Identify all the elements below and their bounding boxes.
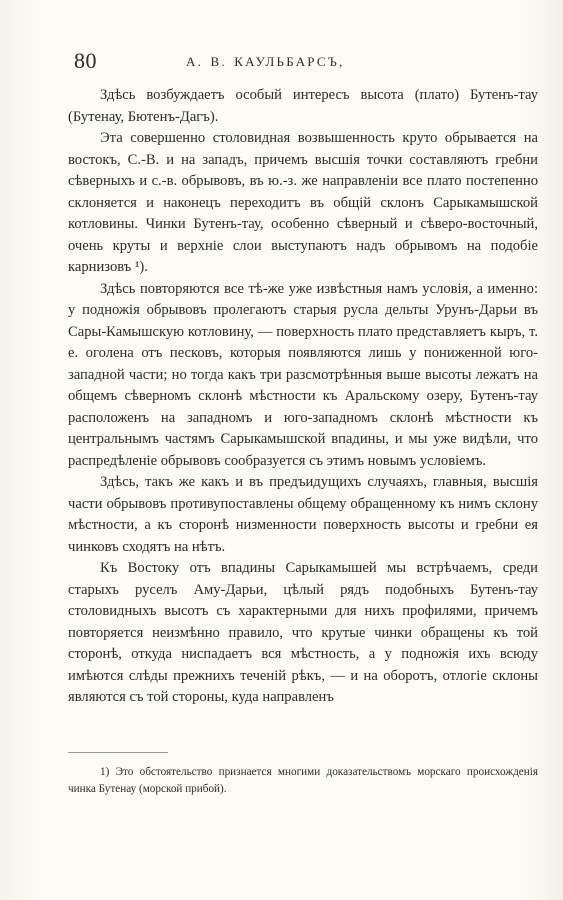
- paragraph: Здѣсь повторяются все тѣ-же уже извѣстныя намъ условія, а именно: у подножія обрывовъ пролегаютъ старыя русла дельты Урунъ-Дарьи въ Сары-Камышскую котловину, — поверхность плато представляетъ кыръ, т. е. оголена отъ песковъ, которыя появляются лишь у пониженной юго-западной части; но тогда какъ три разсмотрѣнныя выше высоты лежатъ на общемъ сѣверномъ склонѣ мѣстности къ Аральскому озеру, Бутенъ-тау расположенъ на западномъ и юго-западномъ склонѣ мѣстности къ центральнымъ частямъ Сарыкамышской впадины, и мы уже видѣли, что распредѣленіе обрывовъ сообразуется съ этимъ новымъ условіемъ.: [68, 280, 538, 469]
- paragraph: Эта совершенно столовидная возвышенность круто обрывается на востокъ, С.-В. и на западъ, причемъ высшія точки составляютъ гребни сѣверныхъ и с.-в. обрывовъ, въ ю.-з. же направленіи все плато постепенно склоняется и наконецъ переходитъ въ общій склонъ Сарыкамышской котловины. Чинки Бутенъ-тау, особенно сѣверный и сѣверо-восточный, очень круты и верхніе слои выступаютъ надъ обрывомъ на подобіе карнизовъ ¹).: [68, 130, 538, 275]
- page-header: [74, 48, 533, 76]
- page-number: 80: [74, 48, 97, 73]
- footnote: [68, 764, 538, 798]
- paragraph: Здѣсь, такъ же какъ и въ предъидущихъ случаяхъ, главныя, высшія части обрывовъ противупоставлены общему обращенному къ нимъ склону мѣстности, а къ сторонѣ низменности поверхность высоты и гребни ея чинковъ сходятъ на нѣтъ.: [68, 474, 538, 555]
- running-head: А. В. КАУЛЬБАРСЪ,: [186, 54, 345, 69]
- footnote-divider: [68, 752, 168, 753]
- paragraph: Къ Востоку отъ впадины Сарыкамышей мы встрѣчаемъ, среди старыхъ руселъ Аму-Дарьи, цѣлый рядъ подобныхъ Бутенъ-тау столовидныхъ высотъ съ характерными для нихъ профилями, причемъ повторяется неизмѣнно правило, что крутые чинки обращены къ той сторонѣ, откуда ниспадаетъ вся мѣстность, а у подножія ихъ всюду имѣются слѣды прежнихъ теченій рѣкъ, — и на оборотъ, отлогіе склоны являются съ той стороны, куда направленъ: [68, 560, 538, 705]
- footnote-text: 1) Это обстоятельство признается многими доказательствомъ морскаго происхожденія чинка Бутенау (морской прибой).: [68, 766, 538, 795]
- body-text: [68, 85, 538, 709]
- paragraph: Здѣсь возбуждаетъ особый интересъ высота (плато) Бутенъ-тау (Бутенау, Бютенъ-Дагъ).: [68, 87, 538, 125]
